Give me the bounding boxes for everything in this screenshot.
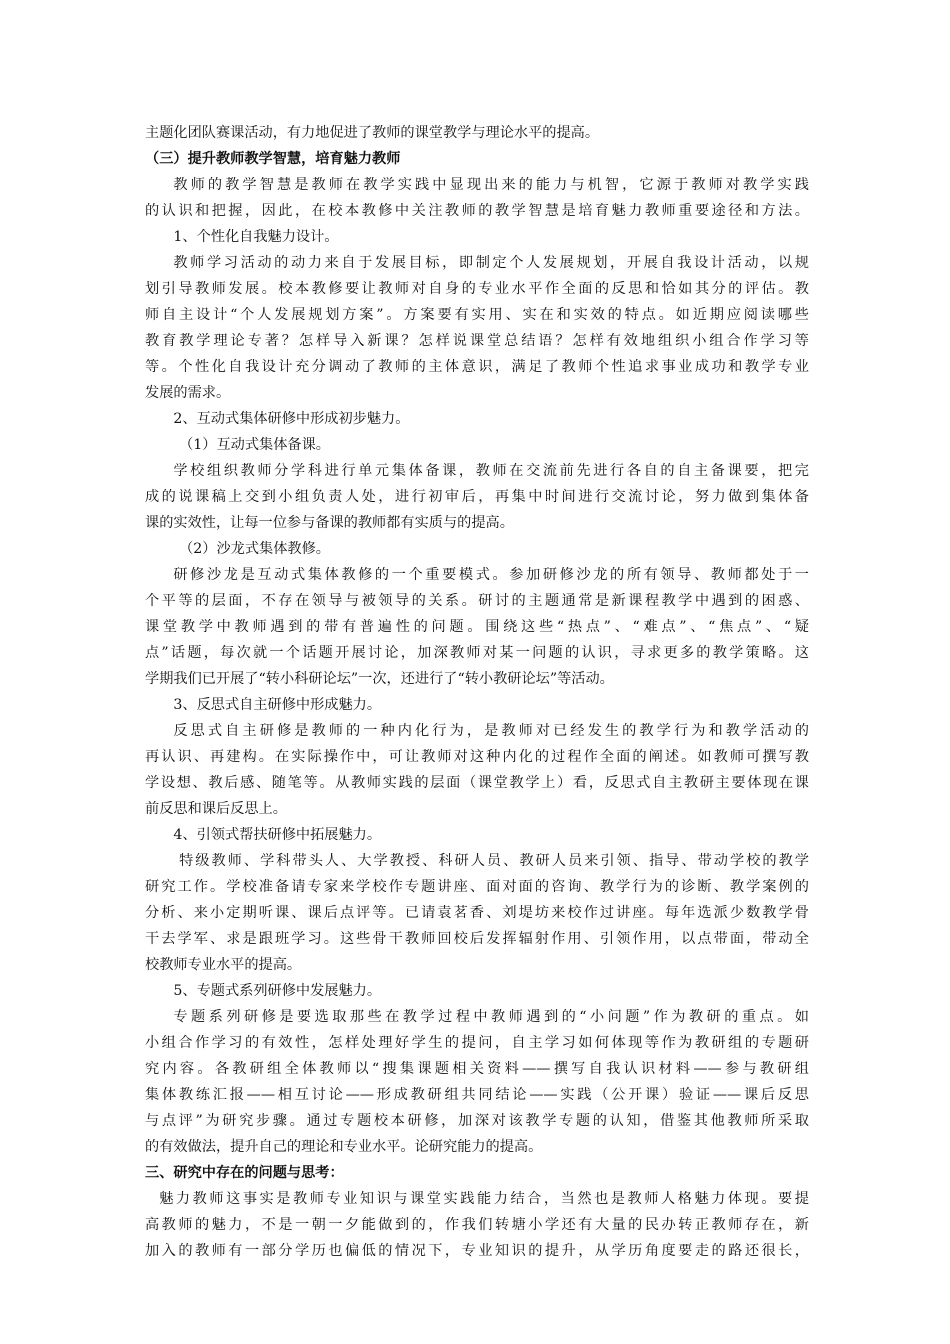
text-line: 学校组织教师分学科进行单元集体备课，教师在交流前先进行各自的自主备课要，把完 bbox=[173, 463, 809, 479]
text-line: 研究工作。学校准备请专家来学校作专题讲座、面对面的咨询、教学行为的诊断、教学案例的 bbox=[145, 879, 809, 895]
text-line: 专题系列研修是要选取那些在教学过程中教师遇到的“小问题”作为教研的重点。如 bbox=[173, 1009, 809, 1025]
text-line: 2、互动式集体研修中形成初步魅力。 bbox=[173, 411, 410, 427]
text-line: 1、个性化自我魅力设计。 bbox=[173, 229, 339, 245]
text-line: 与点评”为研究步骤。通过专题校本研修，加深对该教学专题的认知，借鉴其他教师所采取 bbox=[145, 1113, 809, 1129]
text-line: 前反思和课后反思上。 bbox=[145, 801, 287, 817]
text-line: 分析、来小定期听课、课后点评等。已请袁茗香、刘堤坊来校作过讲座。每年选派少数教学骨 bbox=[145, 905, 809, 921]
text-line: 再认识、再建构。在实际操作中，可让教师对这种内化的过程作全面的阐述。如教师可撰写教 bbox=[145, 749, 809, 765]
text-line: 集体教练汇报——相互讨论——形成教研组共同结论——实践（公开课）验证——课后反思 bbox=[145, 1087, 809, 1103]
text-line: 特级教师、学科带头人、大学教授、科研人员、教研人员来引领、指导、带动学校的教学 bbox=[179, 853, 809, 869]
text-line: 小组合作学习的有效性，怎样处理好学生的提问，自主学习如何体现等作为教研组的专题研 bbox=[145, 1035, 809, 1051]
text-line: 5、专题式系列研修中发展魅力。 bbox=[173, 983, 382, 999]
text-line: 反思式自主研修是教师的一种内化行为，是教师对已经发生的教学行为和教学活动的 bbox=[173, 723, 809, 739]
text-line: 等。个性化自我设计充分调动了教师的主体意识，满足了教师个性追求事业成功和教学专业 bbox=[145, 359, 809, 375]
section-heading: 三、研究中存在的问题与思考： bbox=[145, 1165, 344, 1181]
text-line: （1）互动式集体备课。 bbox=[179, 437, 330, 453]
text-line: 的有效做法，提升自己的理论和专业水平。论研究能力的提高。 bbox=[145, 1139, 543, 1155]
text-line: 个平等的层面，不存在领导与被领导的关系。研讨的主题通常是新课程教学中遇到的困惑、 bbox=[145, 593, 809, 609]
text-line: 点”话题，每次就一个话题开展讨论，加深教师对某一问题的认识，寻求更多的教学策略。这 bbox=[145, 645, 809, 661]
text-line: 教育教学理论专著？怎样导入新课？怎样说课堂总结语？怎样有效地组织小组合作学习等 bbox=[145, 333, 809, 349]
text-line: 划引导教师发展。校本教修要让教师对自身的专业水平作全面的反思和恰如其分的评估。教 bbox=[145, 281, 809, 297]
section-heading: （三）提升教师教学智慧，培育魅力教师 bbox=[145, 151, 401, 167]
text-line: 的认识和把握，因此，在校本教修中关注教师的教学智慧是培育魅力教师重要途径和方法。 bbox=[145, 203, 809, 219]
text-line: 究内容。各教研组全体教师以“搜集课题相关资料——撰写自我认识材料——参与教研组 bbox=[145, 1061, 809, 1077]
text-line: 教师学习活动的动力来自于发展目标，即制定个人发展规划，开展自我设计活动，以规 bbox=[173, 255, 809, 271]
text-line: 成的说课稿上交到小组负责人处，进行初审后，再集中时间进行交流讨论，努力做到集体备 bbox=[145, 489, 809, 505]
text-line: 3、反思式自主研修中形成魅力。 bbox=[173, 697, 382, 713]
text-line: 魅力教师这事实是教师专业知识与课堂实践能力结合，当然也是教师人格魅力体现。要提 bbox=[159, 1191, 809, 1207]
text-line: 研修沙龙是互动式集体教修的一个重要模式。参加研修沙龙的所有领导、教师都处于一 bbox=[173, 567, 809, 583]
text-line: 干去学军、求是跟班学习。这些骨干教师回校后发挥辐射作用、引领作用，以点带面，带动全 bbox=[145, 931, 809, 947]
text-line: 学期我们已开展了“转小科研论坛”一次，还进行了“转小教研论坛”等活动。 bbox=[145, 671, 614, 687]
text-line: 发展的需求。 bbox=[145, 385, 231, 401]
text-line: 教师的教学智慧是教师在教学实践中显现出来的能力与机智，它源于教师对教学实践 bbox=[173, 177, 809, 193]
text-line: 校教师专业水平的提高。 bbox=[145, 957, 302, 973]
text-line: 加入的教师有一部分学历也偏低的情况下，专业知识的提升，从学历角度要走的路还很长， bbox=[145, 1243, 809, 1259]
text-line: 高教师的魅力，不是一朝一夕能做到的，作我们转塘小学还有大量的民办转正教师存在，新 bbox=[145, 1217, 809, 1233]
text-line: 课堂教学中教师遇到的带有普遍性的问题。围绕这些“热点”、“难点”、“焦点”、“疑 bbox=[145, 619, 809, 635]
text-line: 师自主设计“个人发展规划方案”。方案要有实用、实在和实效的特点。如近期应阅读哪些 bbox=[145, 307, 809, 323]
text-line: （2）沙龙式集体教修。 bbox=[179, 541, 330, 557]
text-line: 主题化团队赛课活动，有力地促进了教师的课堂教学与理论水平的提高。 bbox=[145, 125, 600, 141]
text-line: 课的实效性，让每一位参与备课的教师都有实质与的提高。 bbox=[145, 515, 514, 531]
text-line: 4、引领式帮扶研修中拓展魅力。 bbox=[173, 827, 382, 843]
text-line: 学设想、教后感、随笔等。从教师实践的层面（课堂教学上）看，反思式自主教研主要体现在课 bbox=[145, 775, 809, 791]
